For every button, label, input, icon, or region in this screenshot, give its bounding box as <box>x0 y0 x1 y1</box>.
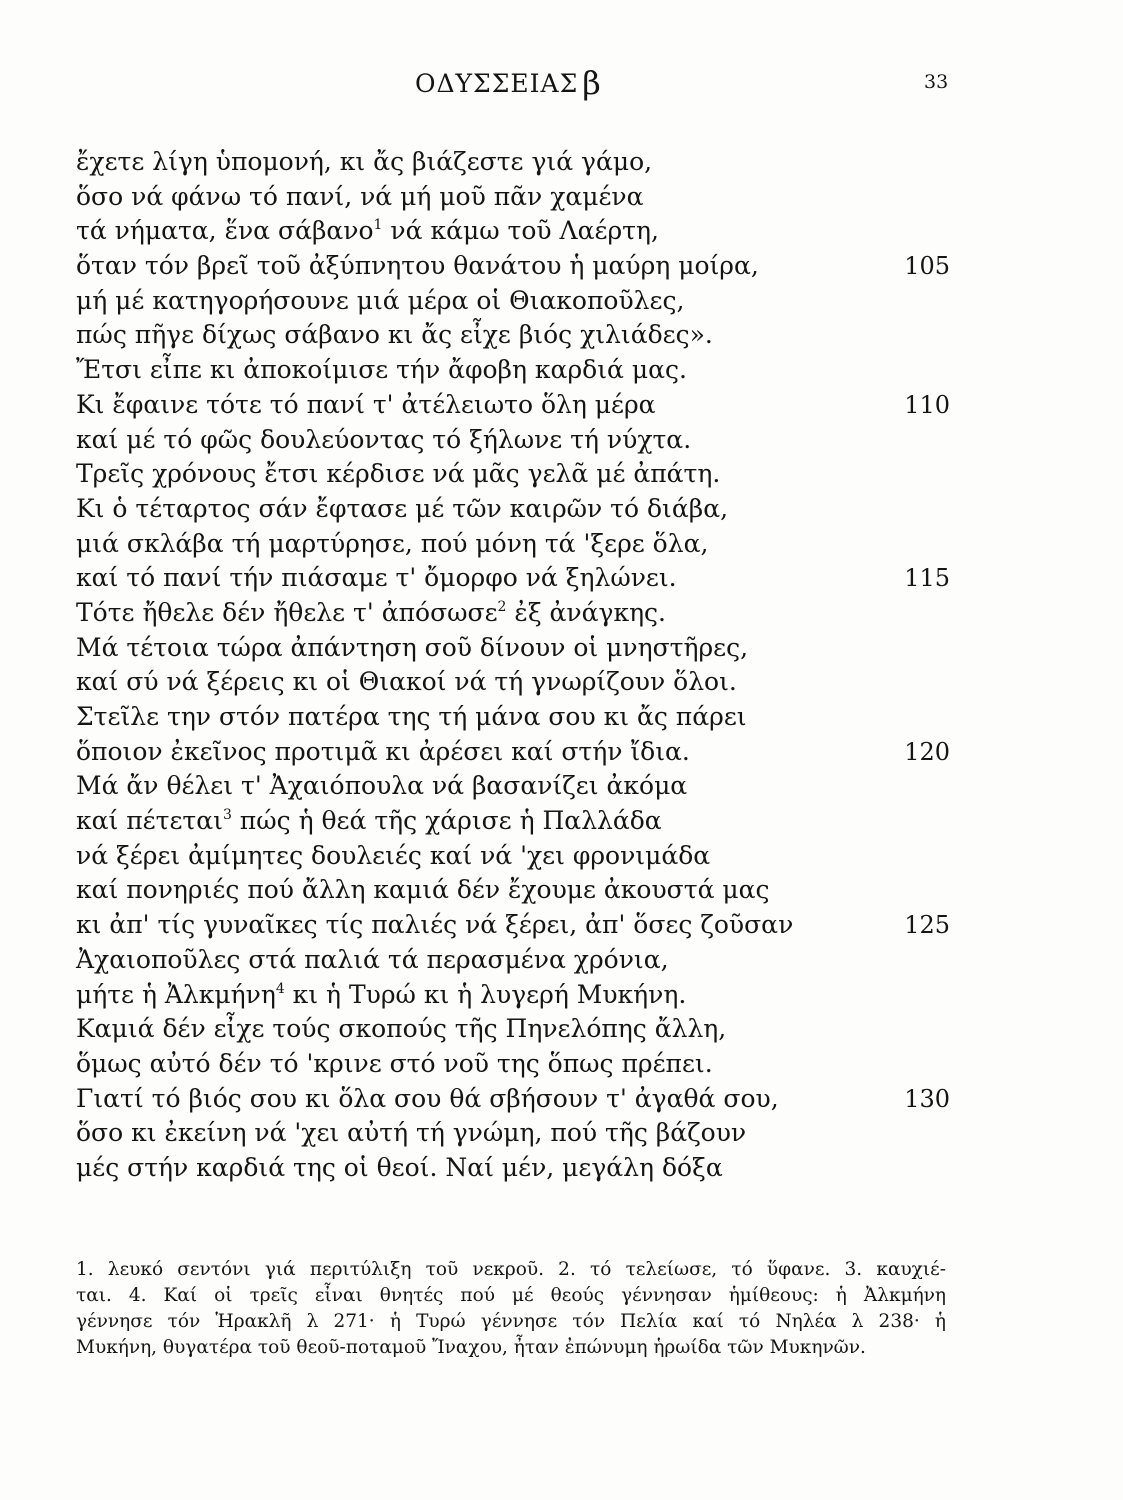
verse-text: Κι ἔφαινε τότε τό πανί τ' ἀτέλειωτο ὅλη μέρα <box>76 389 656 419</box>
verse-line <box>76 492 956 527</box>
verse-text: Τρεῖς χρόνους ἔτσι κέρδισε νά μᾶς γελᾶ μέ ἀπάτη. <box>76 459 721 489</box>
verse-text: καί μέ τό φῶς δουλεύοντας τό ξήλωνε τή νύχτα. <box>76 424 692 454</box>
verse-line <box>76 214 956 249</box>
verse-text: καί σύ νά ξέρεις κι οἱ Θιακοί νά τή γνωρίζουν ὅλοι. <box>76 667 737 697</box>
verse-text: Μά τέτοια τώρα ἀπάντηση σοῦ δίνουν οἱ μνηστῆρες, <box>76 632 749 662</box>
verse-line <box>76 388 956 423</box>
verse-line <box>76 457 956 492</box>
verse-text: καί πέτεται <box>76 806 223 836</box>
verse-text: Τότε ἤθελε δέν ἤθελε τ' ἀπόσωσε <box>76 597 498 627</box>
verse-text: μές στήν καρδιά της οἱ θεοί. Ναί μέν, μεγάλη δόξα <box>76 1152 723 1182</box>
verse-text: μιά σκλάβα τή μαρτύρησε, πού μόνη τά 'ξερε ὅλα, <box>76 528 709 558</box>
verse-line <box>76 318 956 353</box>
verse-text: Ἔτσι εἶπε κι ἀποκοίμισε τήν ἄφοβη καρδιά μας. <box>76 355 687 385</box>
verse-text: τά νήματα, ἕνα σάβανο <box>76 216 374 246</box>
verse-line <box>76 180 956 215</box>
verse-text-continued: πώς ἡ θεά τῆς χάρισε ἡ Παλλάδα <box>231 806 662 836</box>
verse-text: πώς πῆγε δίχως σάβανο κι ἄς εἶχε βιός χιλιάδες». <box>76 320 713 350</box>
verse-text: καί πονηριές πού ἄλλη καμιά δέν ἔχουμε ἀκουστά μας <box>76 875 770 905</box>
verse-line <box>76 839 956 874</box>
verse-text: καί τό πανί τήν πιάσαμε τ' ὄμορφο νά ξηλώνει. <box>76 563 677 593</box>
verse-line <box>76 1047 956 1082</box>
footnote-marker: 2 <box>497 598 507 615</box>
page-number: 33 <box>924 71 949 93</box>
verse-line <box>76 700 956 735</box>
line-number: 115 <box>904 564 950 593</box>
line-number: 105 <box>904 252 950 281</box>
verse-text-continued: ἐξ ἀνάγκης. <box>506 597 667 627</box>
verse-text: Στεῖλε την στόν πατέρα της τή μάνα σου κι ἄς πάρει <box>76 702 747 731</box>
verse-text: μή μέ κατηγορήσουνε μιά μέρα οἱ Θιακοποῦλες, <box>76 285 685 315</box>
verse-text: ὅσο νά φάνω τό πανί, νά μή μοῦ πᾶν χαμένα <box>76 181 644 211</box>
line-number: 125 <box>904 911 950 940</box>
footnotes <box>76 1257 946 1361</box>
verse-line <box>76 943 956 978</box>
verse-line <box>76 284 956 319</box>
verse-text: ὅποιον ἐκεῖνος προτιμᾶ κι ἀρέσει καί στήν ἴδια. <box>76 736 690 766</box>
verse-text: Γιατί τό βιός σου κι ὅλα σου θά σβήσουν τ' ἀγαθά σου, <box>76 1083 779 1113</box>
verse-line <box>76 1082 956 1117</box>
verse-line <box>76 631 956 666</box>
footnote-marker: 3 <box>222 807 232 824</box>
footnote-line-1: 1. λευκό σεντόνι γιά περιτύλιξη τοῦ νεκροῦ. 2. τό τελείωσε, τό ὕφανε. 3. καυχιέ- <box>76 1259 946 1280</box>
line-number: 110 <box>904 390 950 419</box>
verse-line <box>76 978 956 1013</box>
verse-line <box>76 423 956 458</box>
verse-text: ὅσο κι ἐκείνη νά 'χει αὐτή τή γνώμη, πού τῆς βάζουν <box>76 1118 747 1148</box>
verse-text: νά ξέρει ἀμίμητες δουλειές καί νά 'χει φρονιμάδα <box>76 840 711 870</box>
verse-line <box>76 665 956 700</box>
verse-text: ὅμως αὐτό δέν τό 'κρινε στό νοῦ της ὅπως πρέπει. <box>76 1048 713 1078</box>
footnote-line-2: ται. 4. Καί οἱ τρεῖς εἶναι θνητές πού μέ θεούς γέννησαν ἡμίθεους: ἡ Ἀλκμήνη <box>76 1285 946 1306</box>
footnote-marker: 4 <box>275 980 285 997</box>
verse-line <box>76 908 956 943</box>
verse-line <box>76 561 956 596</box>
verse-text-continued: κι ἡ Τυρώ κι ἡ λυγερή Μυκήνη. <box>284 979 687 1009</box>
verse-line <box>76 769 956 804</box>
verse-line <box>76 145 956 180</box>
verse-line <box>76 353 956 388</box>
header-book-letter: β <box>582 64 602 102</box>
line-number: 130 <box>904 1084 950 1113</box>
verse-text: μήτε ἡ Ἀλκμήνη <box>76 979 276 1009</box>
header-title: ΟΔΥΣΣΕΙΑΣ <box>415 69 579 98</box>
verse-line <box>76 1151 956 1186</box>
footnote-line-4: Μυκήνη, θυγατέρα τοῦ θεοῦ-ποταμοῦ Ἴναχου, ἦταν ἐπώνυμη ἡρωίδα τῶν Μυκηνῶν. <box>76 1337 866 1358</box>
verse-line <box>76 596 956 631</box>
verse-text: ὅταν τόν βρεῖ τοῦ ἀξύπνητου θανάτου ἡ μαύρη μοίρα, <box>76 251 759 281</box>
verse-text: Καμιά δέν εἶχε τούς σκοπούς τῆς Πηνελόπης ἄλλη, <box>76 1014 727 1044</box>
verse-line <box>76 527 956 562</box>
verse-line <box>76 735 956 770</box>
verse-text: κι ἀπ' τίς γυναῖκες τίς παλιές νά ξέρει, ἀπ' ὅσες ζοῦσαν <box>76 910 794 940</box>
verse-text-continued: νά κάμω τοῦ Λαέρτη, <box>382 216 659 246</box>
verse-text: ἔχετε λίγη ὑπομονή, κι ἄς βιάζεστε γιά γάμο, <box>76 147 653 176</box>
line-number: 120 <box>904 737 950 766</box>
running-header <box>415 64 602 102</box>
footnote-line-3: γέννησε τόν Ἡρακλῆ λ 271· ἡ Τυρώ γέννησε τόν Πελία καί τό Νηλέα λ 238· ἡ <box>76 1311 946 1332</box>
verse-line <box>76 1116 956 1151</box>
verse-text: Μά ἄν θέλει τ' Ἀχαιόπουλα νά βασανίζει ἀκόμα <box>76 771 688 801</box>
footnote-marker: 1 <box>373 217 383 234</box>
verse-line <box>76 873 956 908</box>
verse-block <box>76 145 956 1186</box>
verse-line <box>76 1012 956 1047</box>
verse-line <box>76 804 956 839</box>
verse-text: Κι ὁ τέταρτος σάν ἔφτασε μέ τῶν καιρῶν τό διάβα, <box>76 493 729 523</box>
verse-line <box>76 249 956 284</box>
verse-text: Ἀχαιοποῦλες στά παλιά τά περασμένα χρόνια, <box>76 944 669 974</box>
